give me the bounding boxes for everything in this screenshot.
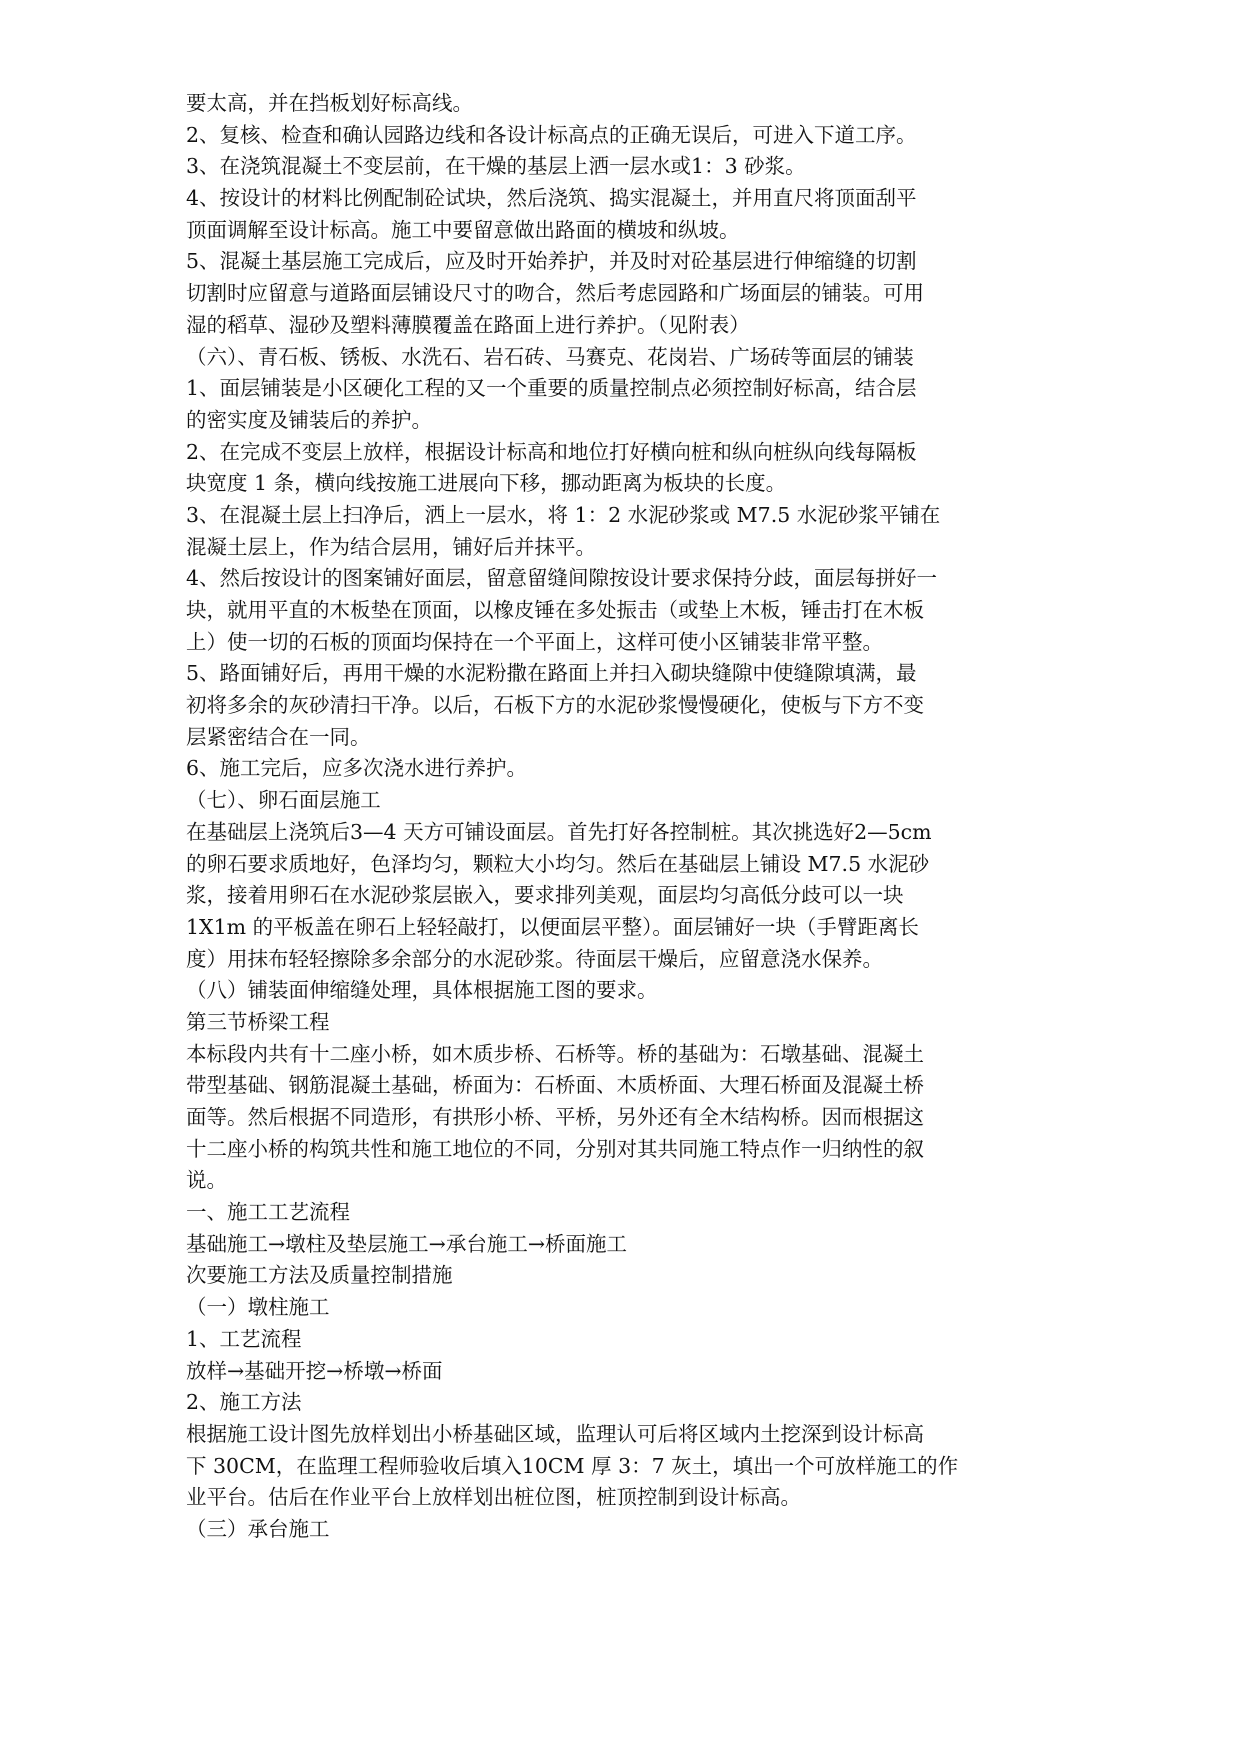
text-line: 面等。然后根据不同造形，有拱形小桥、平桥，另外还有全木结构桥。因而根据这	[186, 1105, 924, 1129]
text-line: 基础施工→墩柱及垫层施工→承台施工→桥面施工	[186, 1231, 628, 1256]
text-line: 下 30CM，在监理工程师验收后填入10CM 厚 3：7 灰土，填出一个可放样施工的作	[186, 1453, 959, 1478]
text-line: 6、施工完后，应多次浇水进行养护。	[186, 756, 528, 781]
text-line: 1、面层铺装是小区硬化工程的又一个重要的质量控制点必须控制好标高，结合层	[186, 376, 917, 401]
text-line: 浆，接着用卵石在水泥砂浆层嵌入，要求排列美观，面层均匀高低分歧可以一块	[186, 883, 904, 908]
text-line: 5、混凝土基层施工完成后，应及时开始养护，并及时对砼基层进行伸缩缝的切割	[186, 249, 917, 274]
section-heading: 一、施工工艺流程	[186, 1200, 350, 1225]
section-heading: （一）墩柱施工	[186, 1295, 330, 1320]
text-line: 十二座小桥的构筑共性和施工地位的不同，分别对其共同施工特点作一归纳性的叙	[186, 1136, 924, 1161]
text-line: 3、在混凝土层上扫净后，洒上一层水，将 1：2 水泥砂浆或 M7.5 水泥砂浆平铺在	[186, 502, 941, 527]
text-line: 混凝土层上，作为结合层用，铺好后并抹平。	[186, 534, 596, 559]
section-heading: （三）承台施工	[186, 1516, 330, 1541]
text-line: 业平台。估后在作业平台上放样划出桩位图，桩顶控制到设计标高。	[186, 1485, 801, 1510]
text-line: 湿的稻草、湿砂及塑料薄膜覆盖在路面上进行养护。（见附表）	[186, 312, 750, 337]
text-line: 层紧密结合在一同。	[186, 724, 371, 749]
text-line: 2、施工方法	[186, 1390, 302, 1415]
text-line: 放样→基础开挖→桥墩→桥面	[186, 1358, 443, 1383]
text-line: 初将多余的灰砂清扫干净。以后，石板下方的水泥砂浆慢慢硬化，使板与下方不变	[186, 693, 924, 718]
text-line: 5、路面铺好后，再用干燥的水泥粉撒在路面上并扫入砌块缝隙中使缝隙填满，最	[186, 661, 917, 686]
section-heading: 次要施工方法及质量控制措施	[186, 1263, 453, 1288]
section-heading: （八）铺装面伸缩缝处理，具体根据施工图的要求。	[186, 978, 658, 1003]
text-line: 本标段内共有十二座小桥，如木质步桥、石桥等。桥的基础为：石墩基础、混凝土	[186, 1041, 924, 1066]
text-line: 1X1m 的平板盖在卵石上轻轻敲打，以便面层平整）。面层铺好一块（手臂距离长	[186, 914, 919, 939]
section-heading: （六）、青石板、锈板、水洗石、岩石砖、马赛克、花岗岩、广场砖等面层的铺装	[186, 344, 914, 369]
text-line: 块，就用平直的木板垫在顶面，以橡皮锤在多处振击（或垫上木板，锤击打在木板	[186, 598, 924, 622]
text-line: 3、在浇筑混凝土不变层前，在干燥的基层上洒一层水或1：3 砂浆。	[186, 154, 806, 179]
text-line: 说。	[186, 1168, 227, 1193]
text-line: 1、工艺流程	[186, 1326, 302, 1351]
text-line: 要太高，并在挡板划好标高线。	[186, 91, 473, 115]
text-line: 上）使一切的石板的顶面均保持在一个平面上，这样可使小区铺装非常平整。	[186, 629, 883, 654]
document-page	[186, 88, 1086, 1546]
text-line: 切割时应留意与道路面层铺设尺寸的吻合，然后考虑园路和广场面层的铺装。可用	[186, 281, 924, 306]
text-line: 2、在完成不变层上放样，根据设计标高和地位打好横向桩和纵向桩纵向线每隔板	[186, 439, 917, 464]
text-line: 4、然后按设计的图案铺好面层，留意留缝间隙按设计要求保持分歧，面层每拼好一	[186, 566, 938, 591]
text-line: 在基础层上浇筑后3—4 天方可铺设面层。首先打好各控制桩。其次挑选好2—5cm	[186, 819, 932, 844]
text-line: 4、按设计的材料比例配制砼试块，然后浇筑、捣实混凝土，并用直尺将顶面刮平	[186, 186, 917, 211]
text-line: 的卵石要求质地好，色泽均匀，颗粒大小均匀。然后在基础层上铺设 M7.5 水泥砂	[186, 851, 930, 876]
text-line: 顶面调解至设计标高。施工中要留意做出路面的横坡和纵坡。	[186, 217, 740, 242]
chapter-heading: 第三节桥梁工程	[186, 1009, 330, 1034]
text-line: 根据施工设计图先放样划出小桥基础区域，监理认可后将区域内土挖深到设计标高	[186, 1421, 924, 1446]
text-line: 带型基础、钢筋混凝土基础，桥面为：石桥面、木质桥面、大理石桥面及混凝土桥	[186, 1073, 924, 1098]
text-line: 块宽度 1 条，横向线按施工进展向下移，挪动距离为板块的长度。	[186, 471, 787, 496]
text-line: 度）用抹布轻轻擦除多余部分的水泥砂浆。待面层干燥后，应留意浇水保养。	[186, 946, 883, 971]
text-line: 2、复核、检查和确认园路边线和各设计标高点的正确无误后，可进入下道工序。	[186, 122, 917, 147]
section-heading: （七）、卵石面层施工	[186, 788, 381, 813]
text-line: 的密实度及铺装后的养护。	[186, 407, 432, 432]
